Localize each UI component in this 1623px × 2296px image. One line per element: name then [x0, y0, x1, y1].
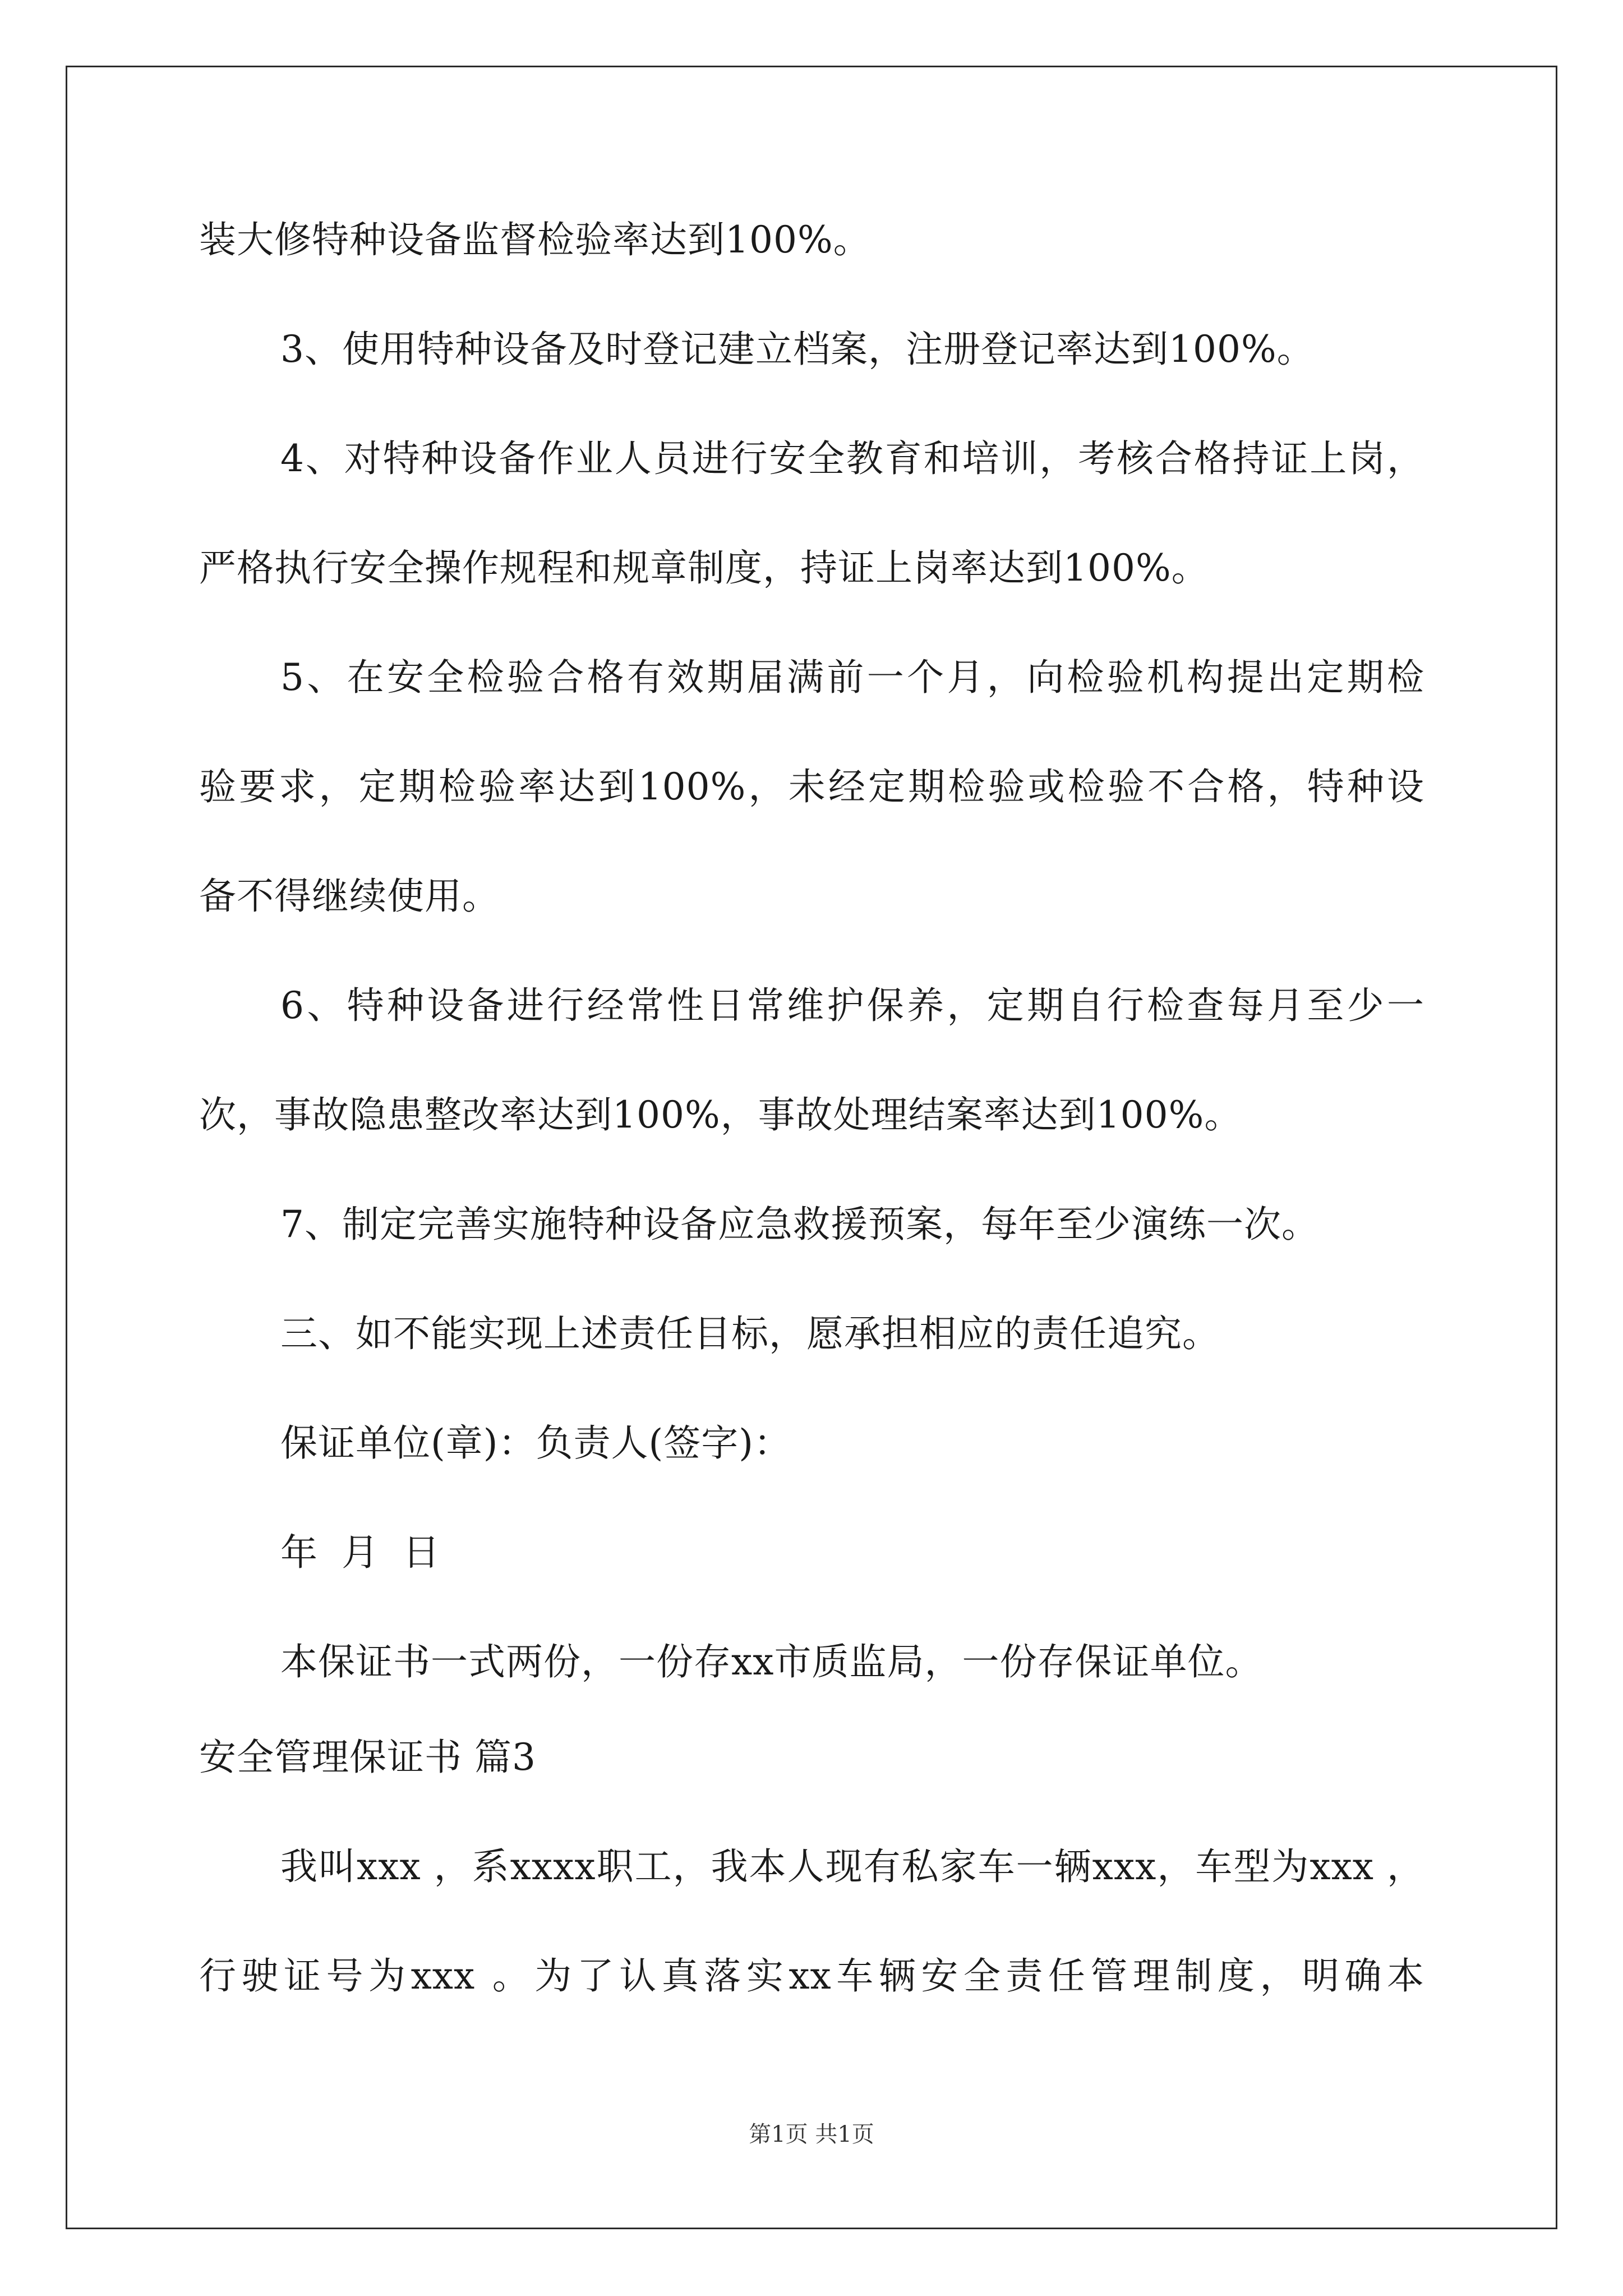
text-line: 6、特种设备进行经常性日常维护保养，定期自行检查每月至少一 [280, 984, 1424, 1027]
text-line: 装大修特种设备监督检验率达到100%。 [199, 218, 871, 261]
text-line: 5、在安全检验合格有效期届满前一个月，向检验机构提出定期检 [280, 656, 1424, 699]
text-line: 我叫xxx ，系xxxx职工，我本人现有私家车一辆xxx，车型为xxx ， [280, 1845, 1424, 1888]
page-border [66, 66, 1557, 2229]
text-line: 备不得继续使用。 [199, 875, 500, 918]
text-line: 验要求，定期检验率达到100%，未经定期检验或检验不合格，特种设 [199, 765, 1424, 808]
text-line: 三、如不能实现上述责任目标，愿承担相应的责任追究。 [280, 1312, 1220, 1355]
text-line: 次，事故隐患整改率达到100%，事故处理结案率达到100%。 [199, 1093, 1242, 1137]
text-line: 4、对特种设备作业人员进行安全教育和培训，考核合格持证上岗， [280, 437, 1424, 480]
page-footer: 第1页 共1页 [749, 2122, 874, 2147]
signature-line: 保证单位(章)：负责人(签字)： [280, 1421, 791, 1465]
date-line: 年 月 日 [280, 1531, 440, 1574]
text-line: 行驶证号为xxx 。为了认真落实xx车辆安全责任管理制度，明确本 [199, 1954, 1424, 1998]
section-heading: 安全管理保证书 篇3 [199, 1736, 536, 1779]
text-line: 严格执行安全操作规程和规章制度，持证上岗率达到100%。 [199, 546, 1209, 590]
text-line: 7、制定完善实施特种设备应急救援预案，每年至少演练一次。 [280, 1203, 1319, 1246]
text-line: 本保证书一式两份，一份存xx市质监局，一份存保证单位。 [280, 1640, 1263, 1683]
text-line: 3、使用特种设备及时登记建立档案，注册登记率达到100%。 [280, 328, 1315, 371]
